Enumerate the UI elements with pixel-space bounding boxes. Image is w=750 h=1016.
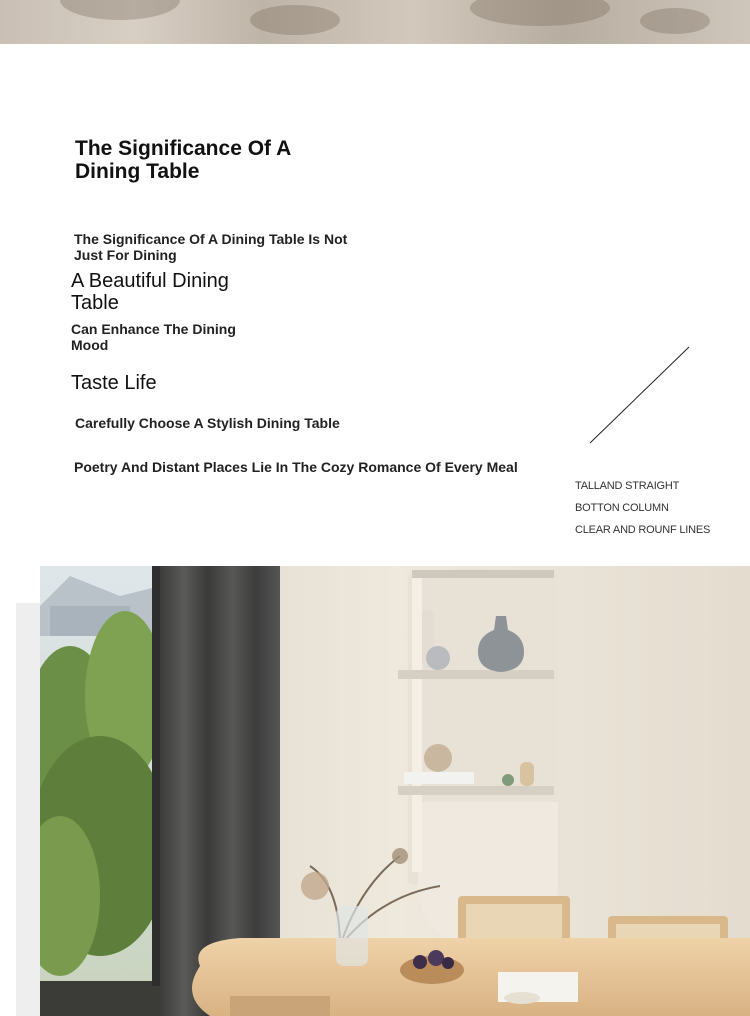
line-poetry: Poetry And Distant Places Lie In The Cozy Romance Of Every Meal [74,459,518,475]
subtext-dining-mood: Can Enhance The Dining Mood [71,321,236,353]
subheading-taste-life: Taste Life [71,372,157,394]
dining-room-photo [40,566,750,1016]
feature-item: TALLAND STRAIGHT [575,480,680,492]
top-banner-image [0,0,750,44]
feature-item: BOTTON COLUMN [575,502,669,514]
subheading-beautiful-table: A Beautiful Dining Table [71,270,229,314]
page-title: The Significance Of A Dining Table [75,137,291,183]
dining-scene-illustration [40,566,750,1016]
feature-item: CLEAR AND ROUNF LINES [575,524,711,536]
feature-list [575,478,710,544]
lead-text: The Significance Of A Dining Table Is Not Just For Dining [74,231,348,263]
decorative-diagonal-line [580,340,700,450]
line-choose-table: Carefully Choose A Stylish Dining Table [75,415,340,431]
